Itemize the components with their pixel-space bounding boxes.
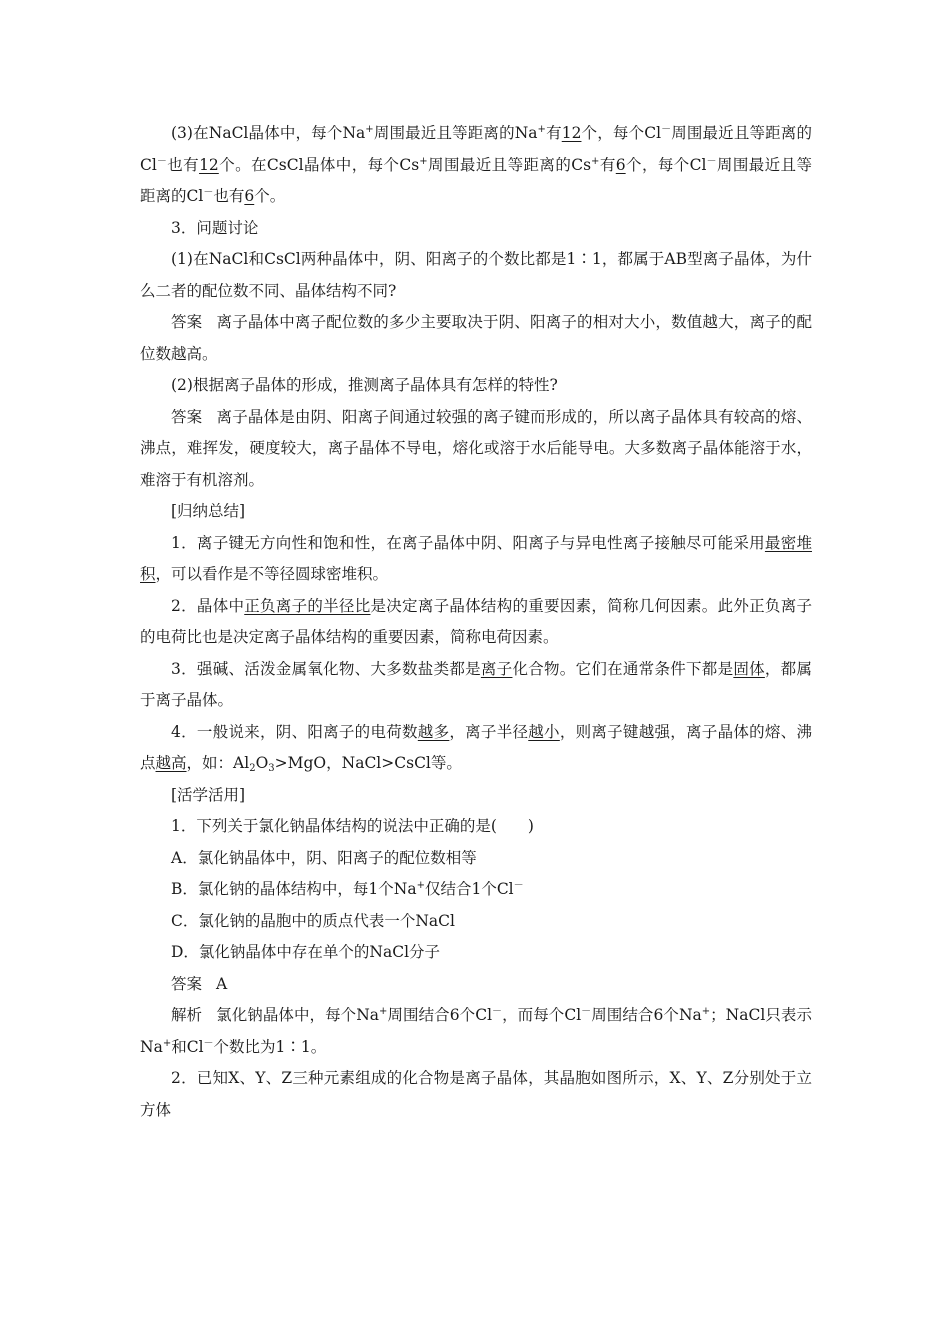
summary-item-2: 2．晶体中正负离子的半径比是决定离子晶体结构的重要因素，简称几何因素。此外正负离子的电荷比也是决定离子晶体结构的重要因素，简称电荷因素。 xyxy=(140,596,812,646)
option-d: D．氯化钠晶体中存在单个的NaCl分子 xyxy=(171,943,441,961)
answer-label: 答案 xyxy=(171,974,203,993)
answer-blank: 固体 xyxy=(733,659,765,678)
answer-blank: 最密堆积 xyxy=(140,533,812,583)
answer-blank: 6 xyxy=(244,187,255,205)
answer-blank: 12 xyxy=(561,124,582,142)
question-1: (1)在NaCl和CsCl两种晶体中，阴、阳离子的个数比都是1∶1，都属于AB型离子晶体，为什么二者的配位数不同、晶体结构不同? xyxy=(140,250,812,300)
option-a: A．氯化钠晶体中，阴、阳离子的配位数相等 xyxy=(171,848,477,867)
document-page xyxy=(140,118,812,1126)
answer-blank: 12 xyxy=(199,155,219,174)
answer-label: 答案 xyxy=(171,313,203,331)
summary-item-1: 1．离子键无方向性和饱和性，在离子晶体中阴、阳离子与异电性离子接触尽可能采用最密堆积，可以看作是不等径圆球密堆积。 xyxy=(140,533,812,583)
practice-question-2: 2．已知X、Y、Z三种元素组成的化合物是离子晶体，其晶胞如图所示，X、Y、Z分别处于立方体 xyxy=(140,1069,812,1119)
answer-blank: 越高 xyxy=(155,754,187,772)
explanation-1: 解析 氯化钠晶体中，每个Na+周围结合6个Cl－，而每个Cl－周围结合6个Na+；NaCl只表示Na+和Cl－个数比为1∶1。 xyxy=(140,1006,812,1056)
explanation-label: 解析 xyxy=(171,1006,203,1024)
answer-blank: 越小 xyxy=(528,722,560,741)
summary-heading: [归纳总结] xyxy=(171,502,246,520)
answer-blank: 正负离子的半径比 xyxy=(244,596,371,615)
summary-item-4: 4．一般说来，阴、阳离子的电荷数越多，离子半径越小，则离子键越强，离子晶体的熔、沸点越高，如：$Al_2O_3>MgO$，NaCl>CsCl等。 xyxy=(140,722,812,774)
section-heading: 3．问题讨论 xyxy=(171,218,259,237)
practice-answer-1: 答案 A xyxy=(171,974,228,993)
option-c: C．氯化钠的晶胞中的质点代表一个NaCl xyxy=(171,911,455,930)
answer-2: 答案 离子晶体是由阴、阳离子间通过较强的离子键而形成的，所以离子晶体具有较高的熔、沸点，难挥发，硬度较大，离子晶体不导电，熔化或溶于水后能导电。大多数离子晶体能溶于水，难溶于有机溶剂。 xyxy=(140,407,812,489)
practice-question-1: 1．下列关于氯化钠晶体结构的说法中正确的是( ) xyxy=(171,817,534,835)
practice-heading: [活学活用] xyxy=(171,785,246,804)
item-3-paragraph: (3)在NaCl晶体中，每个Na+周围最近且等距离的Na+有12个，每个Cl－周围最近且等距离的Cl－也有12个。在CsCl晶体中，每个Cs+周围最近且等距离的Cs+有6个，每个Cl－周围最近且等距离的Cl－也有6个。 xyxy=(140,124,812,205)
answer-1: 答案 离子晶体中离子配位数的多少主要取决于阴、阳离子的相对大小，数值越大，离子的配位数越高。 xyxy=(140,313,812,363)
option-b: B．氯化钠的晶体结构中，每1个Na+仅结合1个Cl－ xyxy=(171,880,524,898)
answer-blank: 越多 xyxy=(417,722,450,741)
answer-blank: 离子 xyxy=(480,659,513,678)
answer-blank: 6 xyxy=(615,155,626,174)
answer-label: 答案 xyxy=(171,407,203,426)
summary-item-3: 3．强碱、活泼金属氧化物、大多数盐类都是离子化合物。它们在通常条件下都是固体，都属于离子晶体。 xyxy=(140,659,812,709)
question-2: (2)根据离子晶体的形成，推测离子晶体具有怎样的特性? xyxy=(171,376,558,394)
